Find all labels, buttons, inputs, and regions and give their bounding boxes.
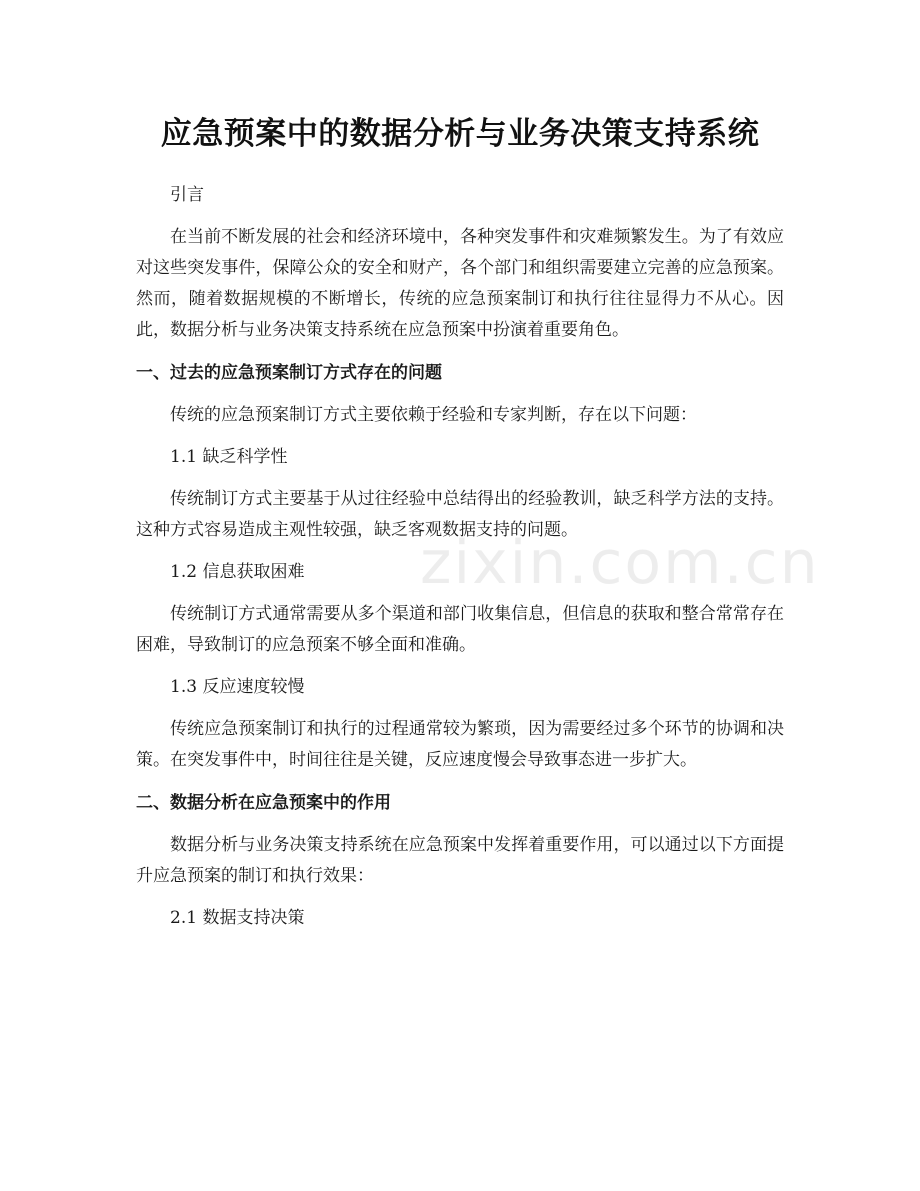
- subsection-1-2-label: 1.2 信息获取困难: [170, 562, 305, 582]
- subsection-1-1-label: 1.1 缺乏科学性: [170, 447, 288, 467]
- section-1-heading: 一、过去的应急预案制订方式存在的问题: [136, 363, 442, 383]
- subsection-1-1-text: 传统制订方式主要基于从过往经验中总结得出的经验教训，缺乏科学方法的支持。这种方式容易造成主观性较强，缺乏客观数据支持的问题。: [136, 489, 784, 540]
- section-1-lead: 传统的应急预案制订方式主要依赖于经验和专家判断，存在以下问题：: [170, 405, 697, 425]
- document-title: 应急预案中的数据分析与业务决策支持系统: [160, 116, 760, 152]
- watermark: zixin.com.cn: [420, 528, 820, 598]
- subsection-1-3-label: 1.3 反应速度较慢: [170, 677, 305, 697]
- intro-label: 引言: [170, 185, 204, 205]
- section-2-heading: 二、数据分析在应急预案中的作用: [136, 793, 391, 813]
- subsection-2-1-label: 2.1 数据支持决策: [170, 908, 305, 928]
- section-2-lead: 数据分析与业务决策支持系统在应急预案中发挥着重要作用，可以通过以下方面提升应急预案的制订和执行效果：: [136, 835, 784, 886]
- intro-paragraph: 在当前不断发展的社会和经济环境中，各种突发事件和灾难频繁发生。为了有效应对这些突发事件，保障公众的安全和财产，各个部门和组织需要建立完善的应急预案。然而，随着数据规模的不断增长，传统的应急预案制订和执行往往显得力不从心。因此，数据分析与业务决策支持系统在应急预案中扮演着重要角色。: [136, 227, 784, 340]
- subsection-1-2-text: 传统制订方式通常需要从多个渠道和部门收集信息，但信息的获取和整合常常存在困难，导致制订的应急预案不够全面和准确。: [136, 604, 784, 655]
- document-body: [136, 180, 784, 934]
- subsection-1-3-text: 传统应急预案制订和执行的过程通常较为繁琐，因为需要经过多个环节的协调和决策。在突发事件中，时间往往是关键，反应速度慢会导致事态进一步扩大。: [136, 719, 784, 770]
